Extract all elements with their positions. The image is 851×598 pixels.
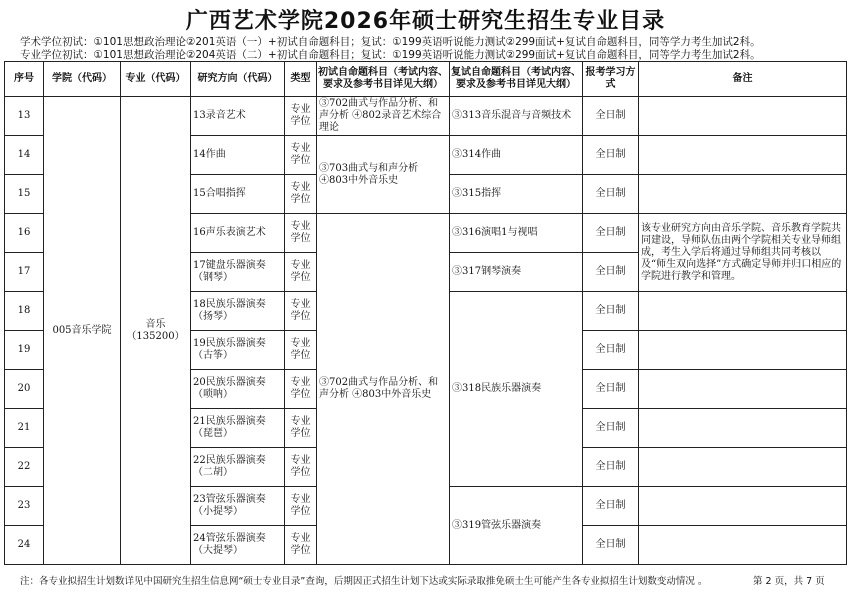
direction-cell: 16声乐表演艺术 (191, 214, 285, 253)
remark-cell (639, 175, 847, 214)
direction-cell: 20民族乐器演奏（唢呐） (191, 370, 285, 409)
retest-exam-cell: ③317钢琴演奏 (450, 253, 583, 292)
type-cell: 专业学位 (285, 487, 317, 526)
study-mode-cell: 全日制 (583, 331, 639, 370)
table-row (5, 97, 847, 136)
remark-cell (639, 487, 847, 526)
initial-exam-cell: ③702曲式与作品分析、和声分析 ④803中外音乐史 (317, 214, 450, 565)
remark-cell (639, 331, 847, 370)
retest-exam-cell: ③316演唱1与视唱 (450, 214, 583, 253)
row-no: 24 (5, 526, 44, 565)
footer-note: 注：各专业拟招生计划数详见中国研究生招生信息网“硕士专业目录”查询，后期因正式招生计划下达或实际录取推免硕士生可能产生各专业拟招生计划数变动情况 。 (20, 576, 708, 587)
row-no: 20 (5, 370, 44, 409)
type-cell: 专业学位 (285, 370, 317, 409)
type-cell: 专业学位 (285, 448, 317, 487)
college-cell: 005音乐学院 (44, 97, 121, 565)
study-mode-cell: 全日制 (583, 214, 639, 253)
remark-cell (639, 136, 847, 175)
type-cell: 专业学位 (285, 331, 317, 370)
remark-cell (639, 292, 847, 331)
initial-exam-cell: ③702曲式与作品分析、和声分析 ④802录音艺术综合理论 (317, 97, 450, 136)
type-cell: 专业学位 (285, 97, 317, 136)
type-cell: 专业学位 (285, 292, 317, 331)
direction-cell: 19民族乐器演奏（古筝） (191, 331, 285, 370)
initial-exam-cell: ③703曲式与和声分析 ④803中外音乐史 (317, 136, 450, 214)
direction-cell: 17键盘乐器演奏（钢琴） (191, 253, 285, 292)
page-title: 广西艺术学院2026年硕士研究生招生专业目录 (185, 9, 666, 34)
study-mode-cell: 全日制 (583, 175, 639, 214)
remark-cell (639, 97, 847, 136)
remark-cell (639, 526, 847, 565)
row-no: 15 (5, 175, 44, 214)
header-study-mode: 报考学习方式 (583, 62, 639, 97)
direction-cell: 13录音艺术 (191, 97, 285, 136)
retest-exam-cell: ③315指挥 (450, 175, 583, 214)
header-remark: 备注 (639, 62, 847, 97)
row-no: 18 (5, 292, 44, 331)
retest-exam-cell: ③319管弦乐器演奏 (450, 487, 583, 565)
header-major: 专业（代码） (121, 62, 191, 97)
type-cell: 专业学位 (285, 409, 317, 448)
remark-cell (639, 448, 847, 487)
row-no: 21 (5, 409, 44, 448)
remark-cell: 该专业研究方向由音乐学院、音乐教育学院共同建设，导师队伍由两个学院相关专业导师组成，考生入学后将通过导师组共同考核以及“师生双向选择”方式确定导师并归口相应的学院进行教学和管理。 (639, 214, 847, 292)
header-direction: 研究方向（代码） (191, 62, 285, 97)
page-number: 第 2 页，共 7 页 (753, 576, 825, 587)
header-retest-exam: 复试自命题科目（考试内容、要求及参考书目详见大纲） (450, 62, 583, 97)
study-mode-cell: 全日制 (583, 97, 639, 136)
study-mode-cell: 全日制 (583, 409, 639, 448)
row-no: 22 (5, 448, 44, 487)
retest-exam-cell: ③318民族乐器演奏 (450, 292, 583, 487)
type-cell: 专业学位 (285, 253, 317, 292)
direction-cell: 21民族乐器演奏（琵琶） (191, 409, 285, 448)
type-cell: 专业学位 (285, 136, 317, 175)
row-no: 14 (5, 136, 44, 175)
row-no: 17 (5, 253, 44, 292)
major-catalog-table (4, 61, 847, 565)
study-mode-cell: 全日制 (583, 487, 639, 526)
row-no: 13 (5, 97, 44, 136)
header-initial-exam: 初试自命题科目（考试内容、要求及参考书目详见大纲） (317, 62, 450, 97)
type-cell: 专业学位 (285, 526, 317, 565)
direction-cell: 18民族乐器演奏（扬琴） (191, 292, 285, 331)
direction-cell: 23管弦乐器演奏（小提琴） (191, 487, 285, 526)
retest-exam-cell: ③314作曲 (450, 136, 583, 175)
header-type: 类型 (285, 62, 317, 97)
study-mode-cell: 全日制 (583, 448, 639, 487)
row-no: 19 (5, 331, 44, 370)
direction-cell: 24管弦乐器演奏（大提琴） (191, 526, 285, 565)
direction-cell: 15合唱指挥 (191, 175, 285, 214)
major-cell: 音乐（135200） (121, 97, 191, 565)
header-row (5, 62, 847, 97)
row-no: 16 (5, 214, 44, 253)
retest-exam-cell: ③313音乐混音与音频技术 (450, 97, 583, 136)
study-mode-cell: 全日制 (583, 526, 639, 565)
academic-degree-info: 学术学位初试：①101思想政治理论②201英语（一）+初试自命题科目；复试：①199英语听说能力测试②299面试+复试自命题科目，同等学力考生加试2科。 (20, 36, 761, 48)
study-mode-cell: 全日制 (583, 370, 639, 409)
remark-cell (639, 409, 847, 448)
header-no: 序号 (5, 62, 44, 97)
study-mode-cell: 全日制 (583, 292, 639, 331)
header-college: 学院（代码） (44, 62, 121, 97)
professional-degree-info: 专业学位初试：①101思想政治理论②204英语（二）+初试自命题科目；复试：①199英语听说能力测试②299面试+复试自命题科目，同等学力考生加试2科。 (20, 49, 761, 61)
direction-cell: 22民族乐器演奏（二胡） (191, 448, 285, 487)
row-no: 23 (5, 487, 44, 526)
type-cell: 专业学位 (285, 175, 317, 214)
study-mode-cell: 全日制 (583, 136, 639, 175)
type-cell: 专业学位 (285, 214, 317, 253)
remark-cell (639, 370, 847, 409)
direction-cell: 14作曲 (191, 136, 285, 175)
study-mode-cell: 全日制 (583, 253, 639, 292)
